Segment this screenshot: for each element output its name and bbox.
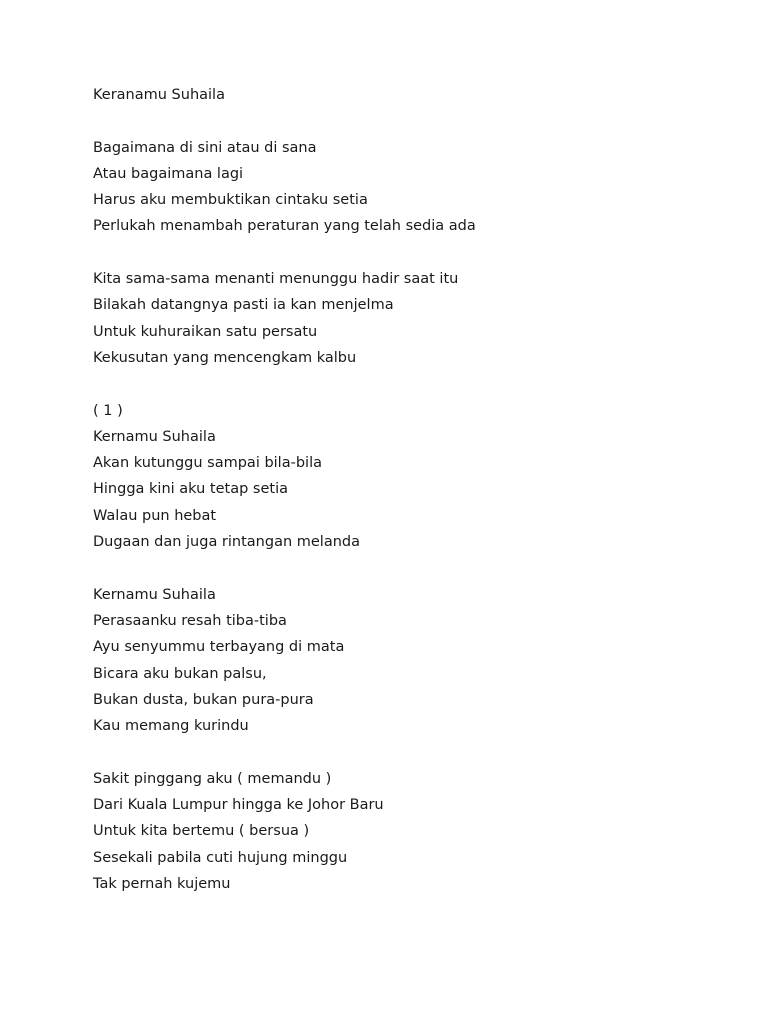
- lyric-line: Walau pun hebat: [93, 507, 217, 524]
- lyric-line: Tak pernah kujemu: [93, 875, 231, 892]
- lyric-line: Atau bagaimana lagi: [93, 165, 244, 182]
- lyric-line: Kita sama-sama menanti menunggu hadir saat itu: [93, 271, 459, 288]
- lyric-line: Harus aku membuktikan cintaku setia: [93, 192, 368, 209]
- song-title: Keranamu Suhaila: [93, 87, 225, 103]
- lyric-line: Hingga kini aku tetap setia: [93, 481, 288, 498]
- lyric-line: Perasaanku resah tiba-tiba: [93, 612, 287, 629]
- lyric-line: Bagaimana di sini atau di sana: [93, 139, 317, 156]
- lyric-line: Akan kutunggu sampai bila-bila: [93, 455, 322, 472]
- lyric-line: Kekusutan yang mencengkam kalbu: [93, 349, 357, 366]
- lyric-line: Kernamu Suhaila: [93, 586, 216, 603]
- stanza-gap: [93, 240, 713, 266]
- lyric-line: Sakit pinggang aku ( memandu ): [93, 770, 332, 787]
- lyric-line: Bukan dusta, bukan pura-pura: [93, 691, 314, 708]
- stanza-gap: [93, 739, 713, 765]
- stanza-gap: [93, 555, 713, 581]
- lyrics-text: [93, 82, 713, 897]
- stanza-gap: [93, 108, 713, 134]
- lyric-line: Ayu senyummu terbayang di mata: [93, 639, 345, 656]
- lyric-line: Kernamu Suhaila: [93, 428, 216, 445]
- chorus-marker: ( 1 ): [93, 402, 123, 419]
- lyric-line: Untuk kuhuraikan satu persatu: [93, 323, 318, 340]
- lyric-line: Bicara aku bukan palsu,: [93, 665, 267, 682]
- lyric-line: Perlukah menambah peraturan yang telah sedia ada: [93, 218, 476, 235]
- lyric-line: Bilakah datangnya pasti ia kan menjelma: [93, 297, 394, 314]
- lyric-line: Untuk kita bertemu ( bersua ): [93, 823, 310, 840]
- lyric-line: Dugaan dan juga rintangan melanda: [93, 534, 361, 551]
- lyric-line: Kau memang kurindu: [93, 718, 249, 735]
- lyric-line: Sesekali pabila cuti hujung minggu: [93, 849, 348, 866]
- stanza-gap: [93, 371, 713, 397]
- lyric-line: Dari Kuala Lumpur hingga ke Johor Baru: [93, 797, 384, 814]
